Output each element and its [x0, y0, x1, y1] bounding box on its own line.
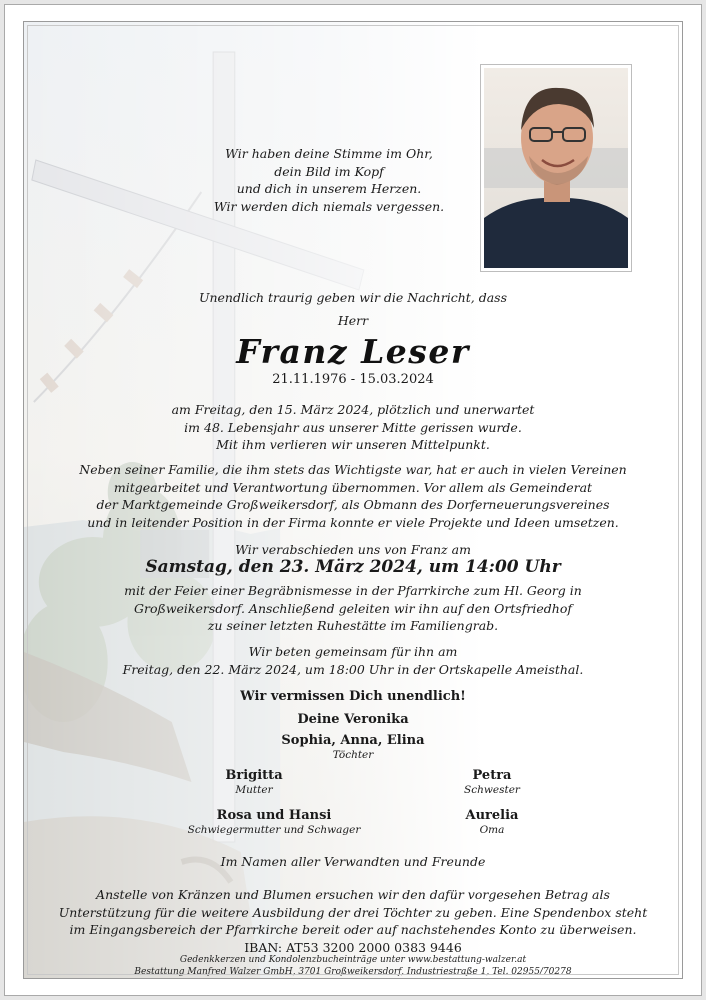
mourner-name: Deine Veronika	[297, 712, 409, 727]
farewell-intro: Wir verabschieden uns von Franz am	[235, 542, 471, 557]
portrait-image	[484, 68, 628, 268]
mass-line: mit der Feier einer Begräbnismesse in der Pfarrkirche zum Hl. Georg in	[124, 583, 582, 598]
mourner-name: Petra	[472, 768, 512, 783]
mourner-relation: Schwiegermutter und Schwager	[187, 824, 361, 836]
mourner-relation: Schwester	[464, 784, 520, 796]
mourner-partner	[24, 711, 682, 728]
announcement-text: Unendlich traurig geben wir die Nachricht, dass	[198, 290, 508, 305]
prayer-line: Wir beten gemeinsam für ihn am	[248, 644, 458, 659]
relatives-text: Im Namen aller Verwandten und Freunde	[220, 854, 486, 869]
mourner-in-laws	[174, 807, 374, 837]
mourner-name: Rosa und Hansi	[216, 808, 332, 823]
family-line: mitgearbeitet und Verantwortung übernommen. Vor allem als Gemeinderat	[113, 479, 593, 495]
poem-line: dein Bild im Kopf	[274, 163, 384, 179]
poem-line: Wir werden dich niemals vergessen.	[213, 198, 445, 214]
mourner-mother	[184, 767, 324, 797]
portrait-photo	[480, 64, 632, 272]
iban-line: IBAN: AT53 3200 2000 0383 9446	[244, 939, 462, 955]
passing-text	[24, 401, 682, 454]
obituary-page	[4, 4, 702, 996]
mourner-name: Sophia, Anna, Elina	[281, 733, 425, 748]
life-dates: 21.11.1976 - 15.03.2024	[272, 372, 434, 387]
family-line: und in leitender Position in der Firma konnte er viele Projekte und Ideen umsetzen.	[87, 514, 619, 530]
family-line: der Marktgemeinde Großweikersdorf, als Obmann des Dorferneuerungsvereines	[96, 497, 610, 512]
service-datetime: Samstag, den 23. März 2024, um 14:00 Uhr	[145, 557, 561, 577]
prayer-line: Freitag, den 22. März 2024, um 18:00 Uhr in der Ortskapelle Ameisthal.	[122, 661, 584, 677]
passing-line: im 48. Lebensjahr aus unserer Mitte gerissen wurde.	[184, 419, 522, 435]
family-text	[24, 461, 682, 531]
poem-line: und dich in unserem Herzen.	[236, 181, 422, 196]
mourner-children	[24, 732, 682, 762]
mourner-relation: Töchter	[332, 749, 374, 761]
passing-line: Mit ihm verlieren wir unseren Mittelpunkt.	[216, 437, 490, 452]
footer-line: Bestattung Manfred Walzer GmbH, 3701 Großweikersdorf, Industriestraße 1, Tel. 02955/70278	[134, 967, 572, 977]
donation-line: im Eingangsbereich der Pfarrkirche bereit oder auf nachstehendes Konto zu überweisen.	[69, 922, 637, 937]
mass-line: Großweikersdorf. Anschließend geleiten wir ihn auf den Ortsfriedhof	[134, 600, 572, 616]
mourner-name: Aurelia	[465, 808, 519, 823]
footer	[24, 954, 682, 978]
obituary-frame	[23, 21, 683, 979]
prayer-text	[24, 643, 682, 678]
salutation: Herr	[337, 313, 369, 328]
deceased-name: Franz Leser	[236, 332, 470, 371]
mourner-sister	[422, 767, 562, 797]
mourner-relation: Oma	[479, 824, 505, 836]
passing-line: am Freitag, den 15. März 2024, plötzlich und unerwartet	[171, 402, 535, 417]
footer-line: Gedenkkerzen und Kondolenzbucheinträge unter www.bestattung-walzer.at	[179, 955, 527, 965]
donation-line: Unterstützung für die weitere Ausbildung der drei Töchter zu geben. Eine Spendenbox steht	[58, 904, 648, 920]
mourner-name: Brigitta	[225, 768, 283, 783]
donation-line: Anstelle von Kränzen und Blumen ersuchen wir den dafür vorgesehen Betrag als	[96, 887, 610, 902]
mourner-relation: Mutter	[235, 784, 273, 796]
mourner-grandma	[422, 807, 562, 837]
mass-line: zu seiner letzten Ruhestätte im Familiengrab.	[207, 618, 499, 633]
family-line: Neben seiner Familie, die ihm stets das Wichtigste war, hat er auch in vielen Vereinen	[79, 462, 627, 477]
donation-text	[24, 886, 682, 956]
miss-you-text: Wir vermissen Dich unendlich!	[240, 689, 466, 704]
mass-text	[24, 582, 682, 635]
poem-line: Wir haben deine Stimme im Ohr,	[225, 146, 433, 161]
memorial-poem	[184, 145, 474, 215]
